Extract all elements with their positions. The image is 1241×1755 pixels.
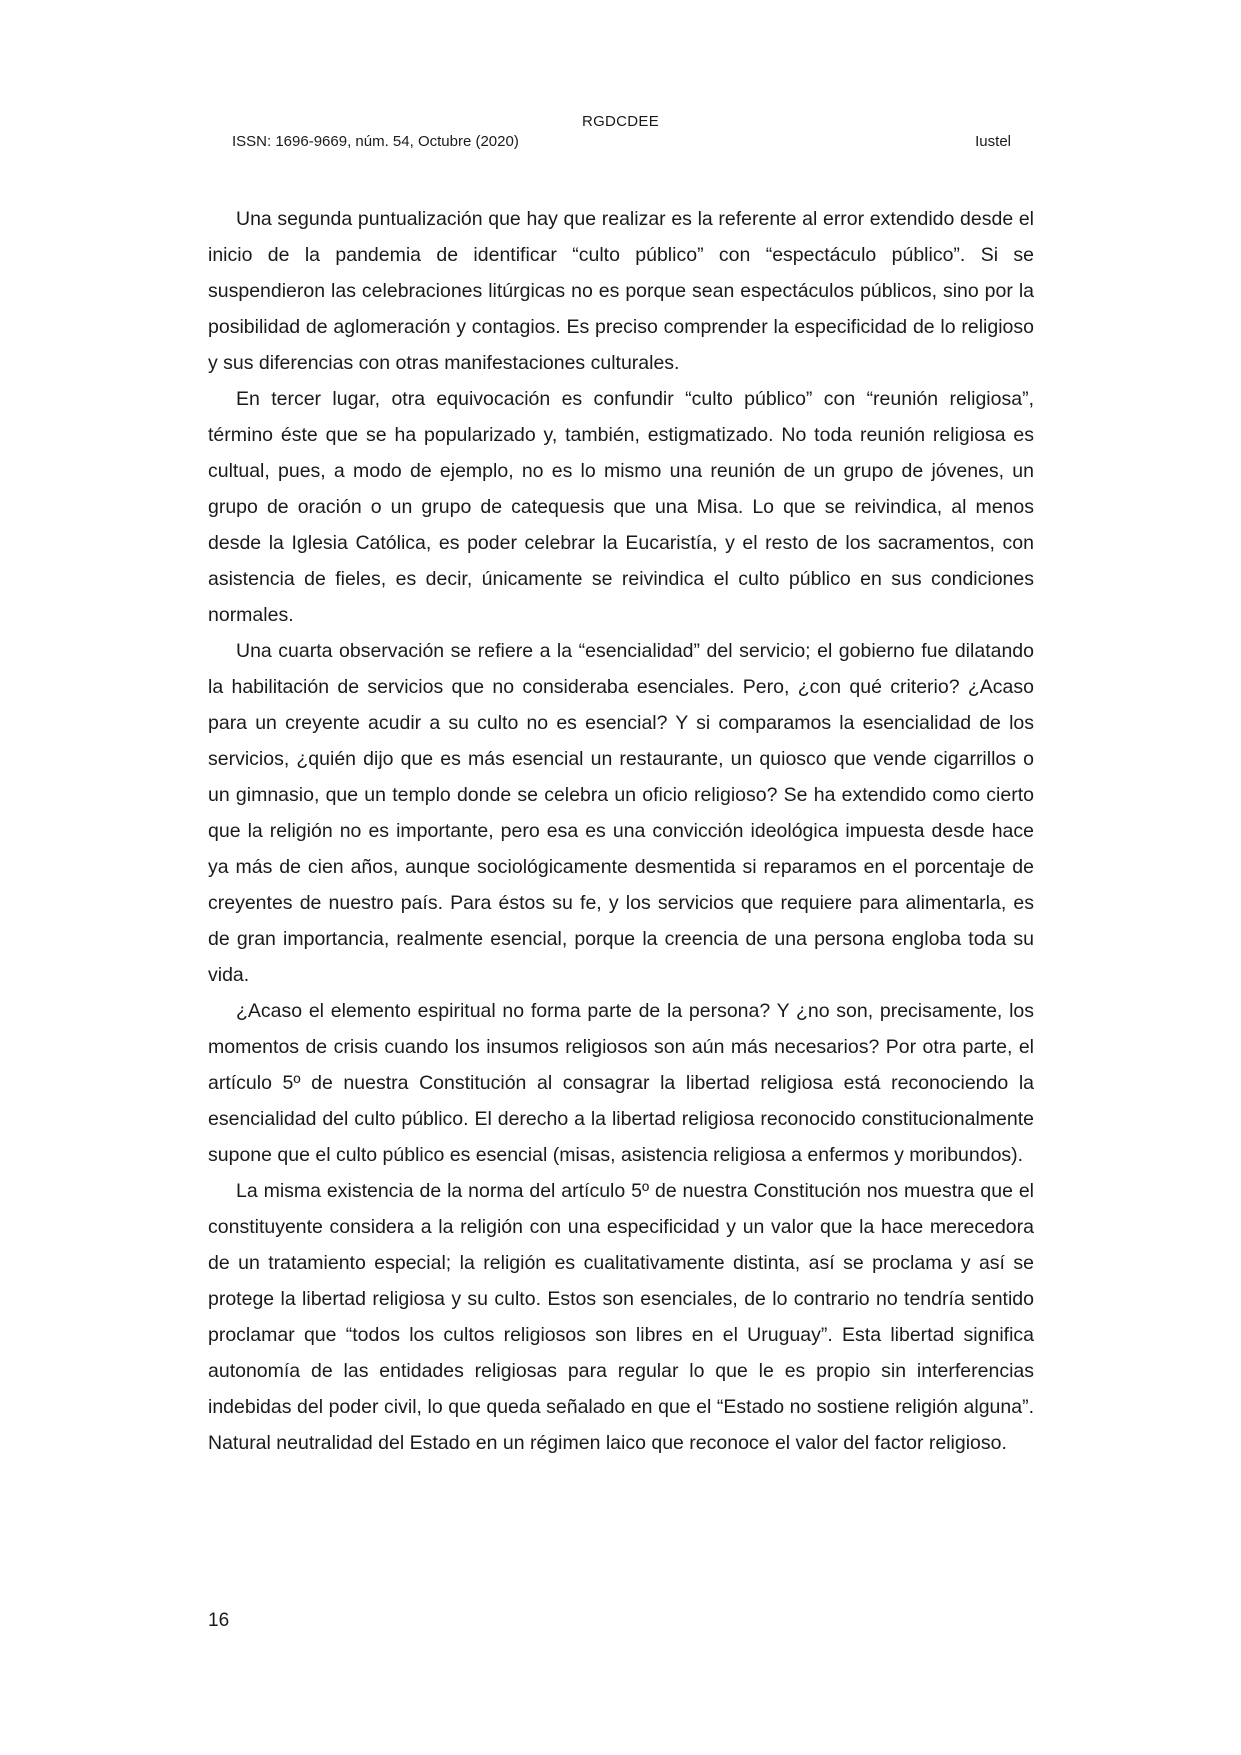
paragraph: En tercer lugar, otra equivocación es confundir “culto público” con “reunión religiosa”, término éste que se ha popularizado y, también, estigmatizado. No toda reunión religiosa es cultual, pues, a modo de ejemplo, no es lo mismo una reunión de un grupo de jóvenes, un grupo de oración o un grupo de catequesis que una Misa. Lo que se reivindica, al menos desde la Iglesia Católica, es poder celebrar la Eucaristía, y el resto de los sacramentos, con asistencia de fieles, es decir, únicamente se reivindica el culto público en sus condiciones normales. bbox=[208, 388, 1034, 626]
paragraph: La misma existencia de la norma del artículo 5º de nuestra Constitución nos muestra que el constituyente considera a la religión con una especificidad y un valor que la hace merecedora de un tratamiento especial; la religión es cualitativamente distinta, así se proclama y así se protege la libertad religiosa y su culto. Estos son esenciales, de lo contrario no tendría sentido proclamar que “todos los cultos religiosos son libres en el Uruguay”. Esta libertad significa autonomía de las entidades religiosas para regular lo que le es propio sin interferencias indebidas del poder civil, lo que queda señalado en que el “Estado no sostiene religión alguna”. Natural neutralidad del Estado en un régimen laico que reconoce el valor del factor religioso. bbox=[208, 1180, 1034, 1454]
body-text bbox=[208, 201, 1034, 1461]
issn-line: ISSN: 1696-9669, núm. 54, Octubre (2020) bbox=[232, 133, 519, 150]
page-number: 16 bbox=[208, 1610, 230, 1631]
paragraph: Una segunda puntualización que hay que realizar es la referente al error extendido desde el inicio de la pandemia de identificar “culto público” con “espectáculo público”. Si se suspendieron las celebraciones litúrgicas no es porque sean espectáculos públicos, sino por la posibilidad de aglomeración y contagios. Es preciso comprender la especificidad de lo religioso y sus diferencias con otras manifestaciones culturales. bbox=[208, 208, 1034, 374]
paragraph: ¿Acaso el elemento espiritual no forma parte de la persona? Y ¿no son, precisamente, los momentos de crisis cuando los insumos religiosos son aún más necesarios? Por otra parte, el artículo 5º de nuestra Constitución al consagrar la libertad religiosa está reconociendo la esencialidad del culto público. El derecho a la libertad religiosa reconocido constitucionalmente supone que el culto público es esencial (misas, asistencia religiosa a enfermos y moribundos). bbox=[208, 1000, 1034, 1166]
publisher-name: Iustel bbox=[975, 133, 1011, 150]
journal-title: RGDCDEE bbox=[581, 113, 660, 130]
paragraph: Una cuarta observación se refiere a la “esencialidad” del servicio; el gobierno fue dilatando la habilitación de servicios que no consideraba esenciales. Pero, ¿con qué criterio? ¿Acaso para un creyente acudir a su culto no es esencial? Y si comparamos la esencialidad de los servicios, ¿quién dijo que es más esencial un restaurante, un quiosco que vende cigarrillos o un gimnasio, que un templo donde se celebra un oficio religioso? Se ha extendido como cierto que la religión no es importante, pero esa es una convicción ideológica impuesta desde hace ya más de cien años, aunque sociológicamente desmentida si reparamos en el porcentaje de creyentes de nuestro país. Para éstos su fe, y los servicios que requiere para alimentarla, es de gran importancia, realmente esencial, porque la creencia de una persona engloba toda su vida. bbox=[208, 640, 1034, 986]
